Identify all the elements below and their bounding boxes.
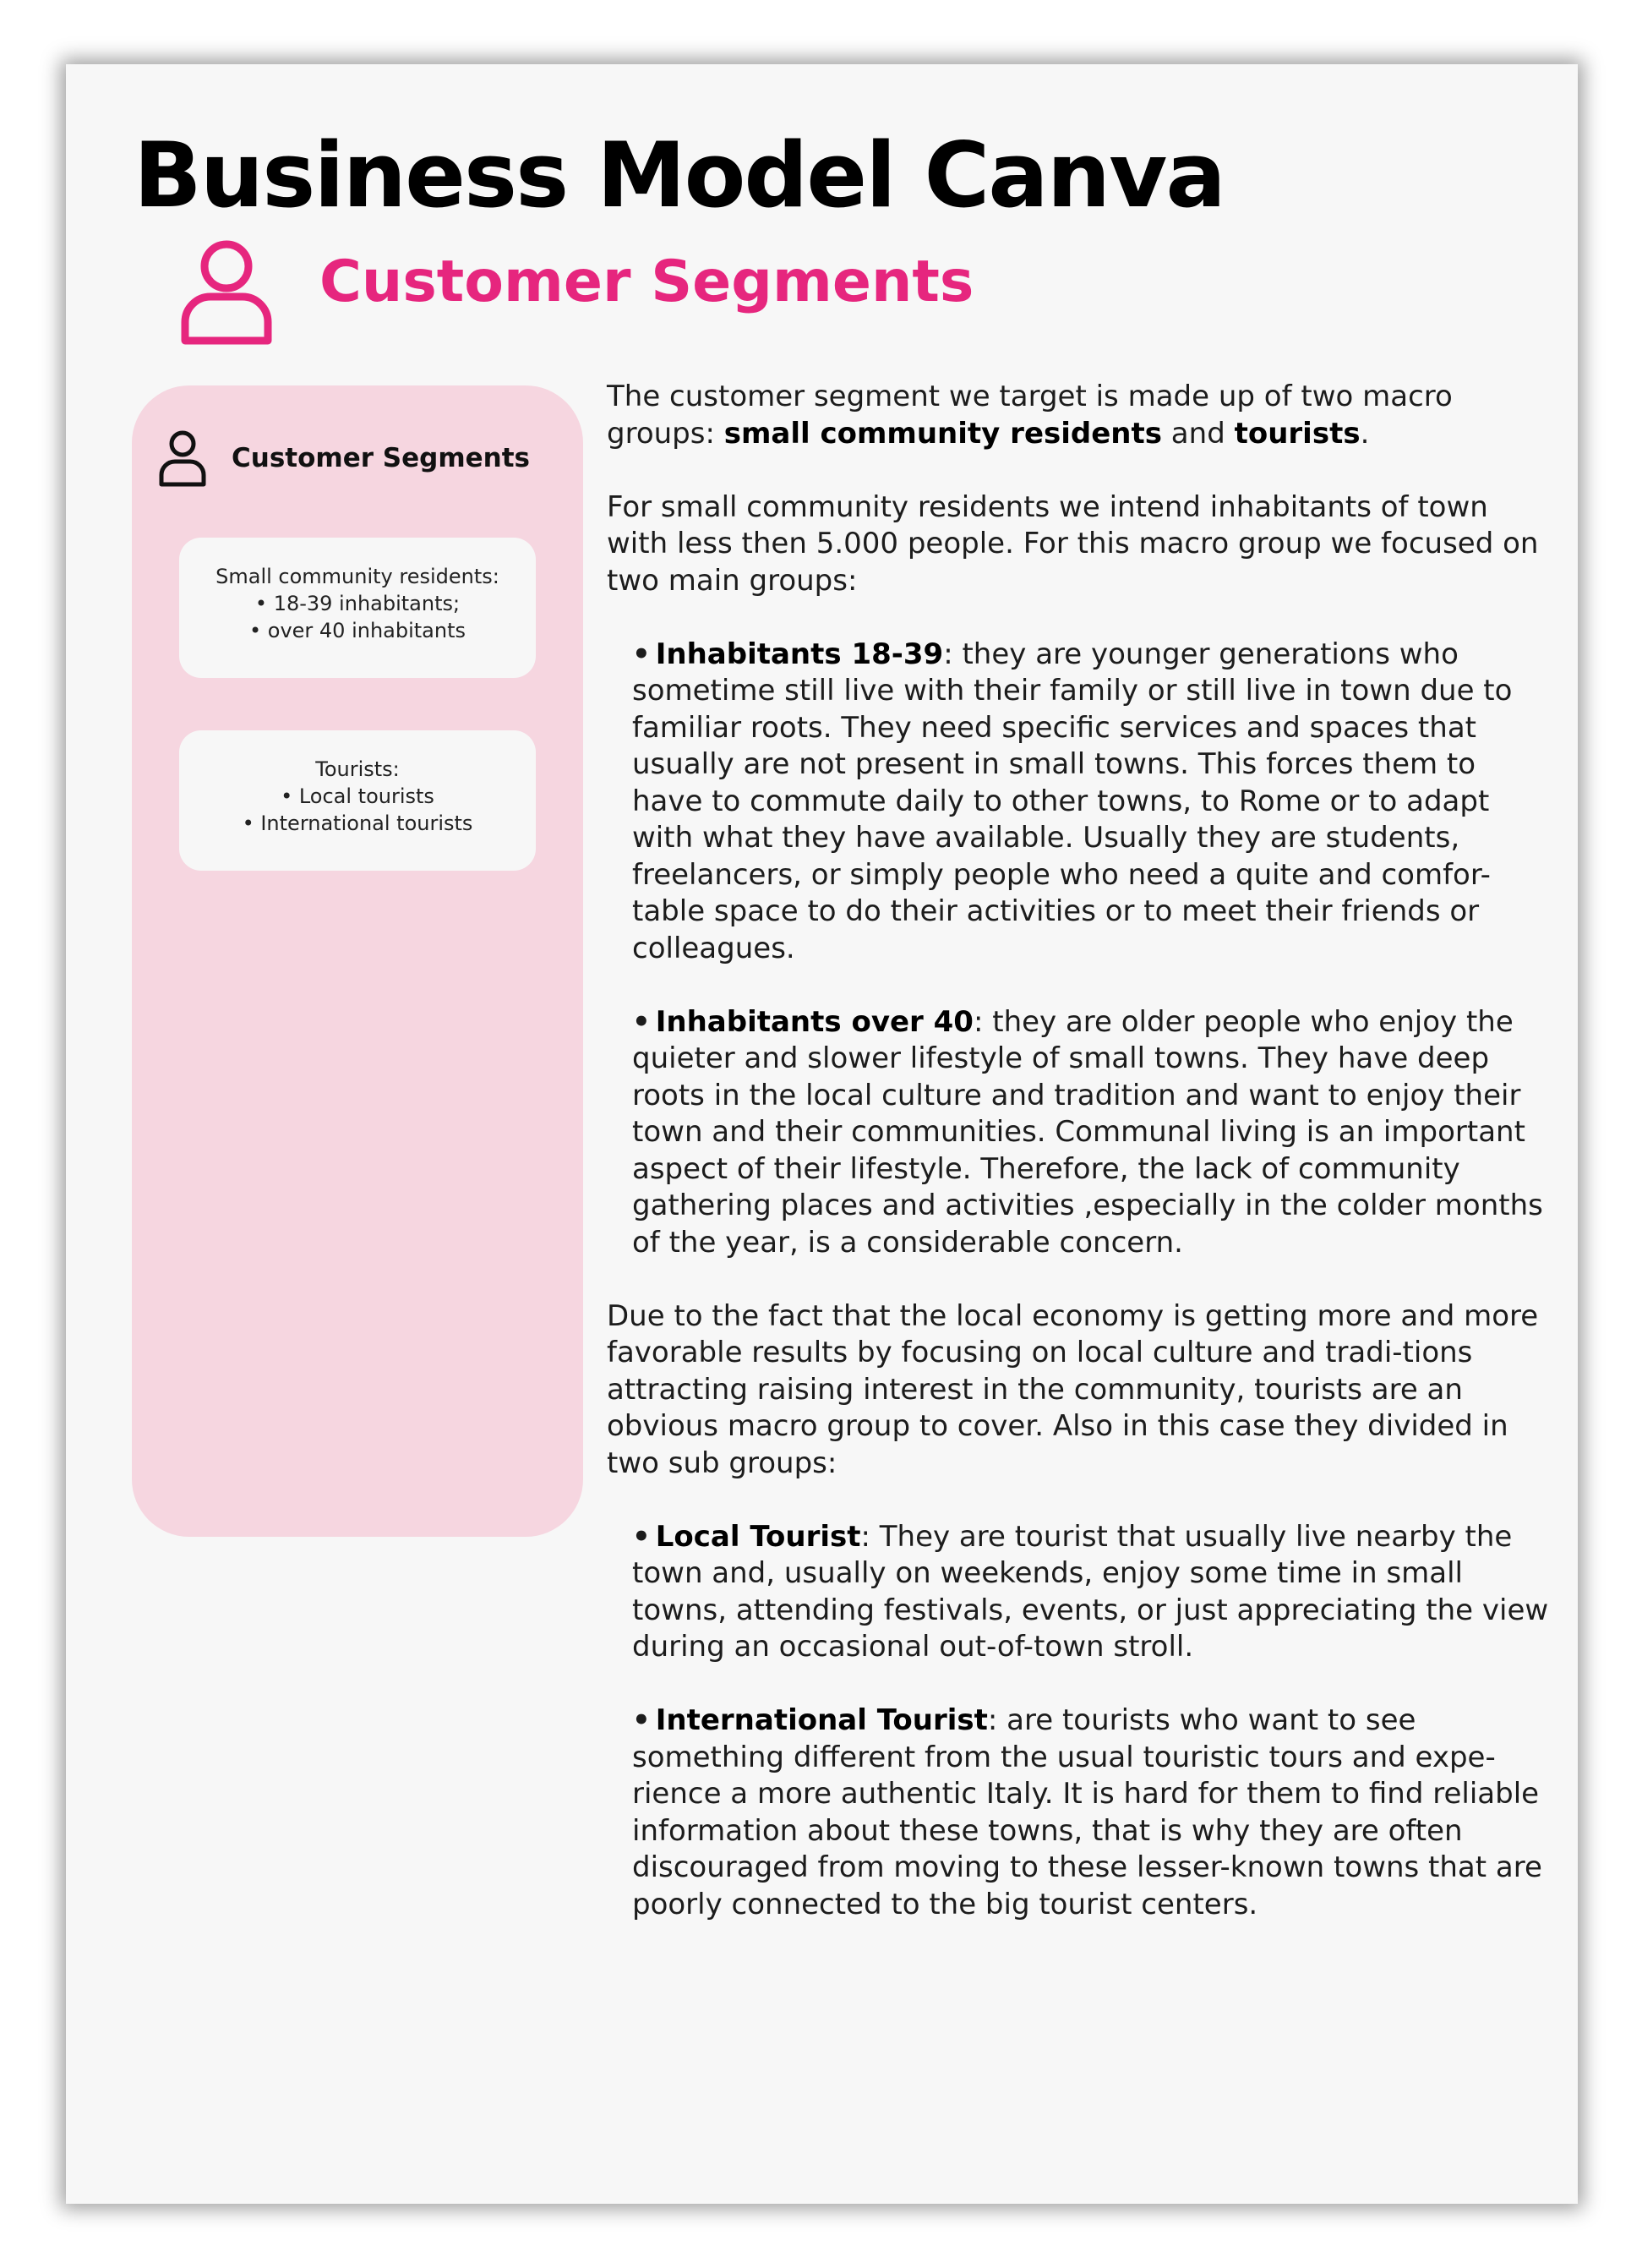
segment-card-tourists bbox=[179, 730, 536, 871]
panel-header bbox=[159, 429, 530, 487]
bullet-inhabitants-over-40: • Inhabitants over 40: they are older people who enjoy the quieter and slower lifestyle of small towns. They have deep roots in the local culture and tradition and want to enjoy their town and their communities. Communal living is an important aspect of their lifestyle. Therefore, the lack of community gathering places and activities ,especially in the colder months of the year, is a considerable concern. bbox=[632, 1004, 1543, 1260]
bullet-inhabitants-18-39: • Inhabitants 18-39: they are younger generations who sometime still live with their family or still live in town due to familiar roots. They need specific services and spaces that usually are not present in small towns. This forces them to have to commute daily to other towns, to Rome or to adapt with what they have available. Usually they are students, freelancers, or simply people who need a quite and comfor-table space to do their activities or to meet their friends or colleagues. bbox=[632, 637, 1513, 965]
residents-paragraph: For small community residents we intend inhabitants of town with less then 5.000 people. For this macro group we focused on two main groups: bbox=[607, 489, 1539, 598]
card-item: • 18-39 inhabitants; bbox=[254, 592, 461, 615]
document-page bbox=[66, 64, 1578, 2204]
panel-title: Customer Segments bbox=[232, 443, 531, 473]
card-item: • over 40 inhabitants bbox=[248, 619, 466, 642]
section-title: Customer Segments bbox=[319, 249, 974, 315]
page-title: Business Model Canva bbox=[134, 123, 1225, 227]
bullet-international-tourist: • International Tourist: are tourists who want to see something different from the usual touristic tours and expe-rience a more authentic Italy. It is hard for them to find reliable information about these towns, that is why they are often discouraged from moving to these lesser-known towns that are poorly connected to the big tourist centers. bbox=[632, 1703, 1542, 1921]
intro-paragraph: The customer segment we target is made up of two macro groups: small community residents and tourists. bbox=[607, 380, 1453, 451]
card-item: • International tourists bbox=[242, 812, 473, 835]
card-item: • Local tourists bbox=[281, 784, 434, 808]
user-icon bbox=[180, 238, 273, 346]
body-text bbox=[607, 379, 1553, 1960]
segment-card-residents bbox=[179, 538, 536, 678]
customer-segments-panel bbox=[132, 385, 583, 1537]
user-icon bbox=[159, 429, 206, 487]
card-heading: Small community residents: bbox=[215, 565, 499, 588]
tourists-paragraph: Due to the fact that the local economy is getting more and more favorable results by focusing on local culture and tradi-tions attracting raising interest in the community, tourists are an obvious macro group to cover. Also in this case they divided in two sub groups: bbox=[607, 1298, 1539, 1480]
card-heading: Tourists: bbox=[315, 757, 400, 781]
bullet-local-tourist: • Local Tourist: They are tourist that usually live nearby the town and, usually on weekends, enjoy some time in small towns, attending festivals, events, or just appreciating the view during an occasional out-of-town stroll. bbox=[632, 1519, 1549, 1664]
